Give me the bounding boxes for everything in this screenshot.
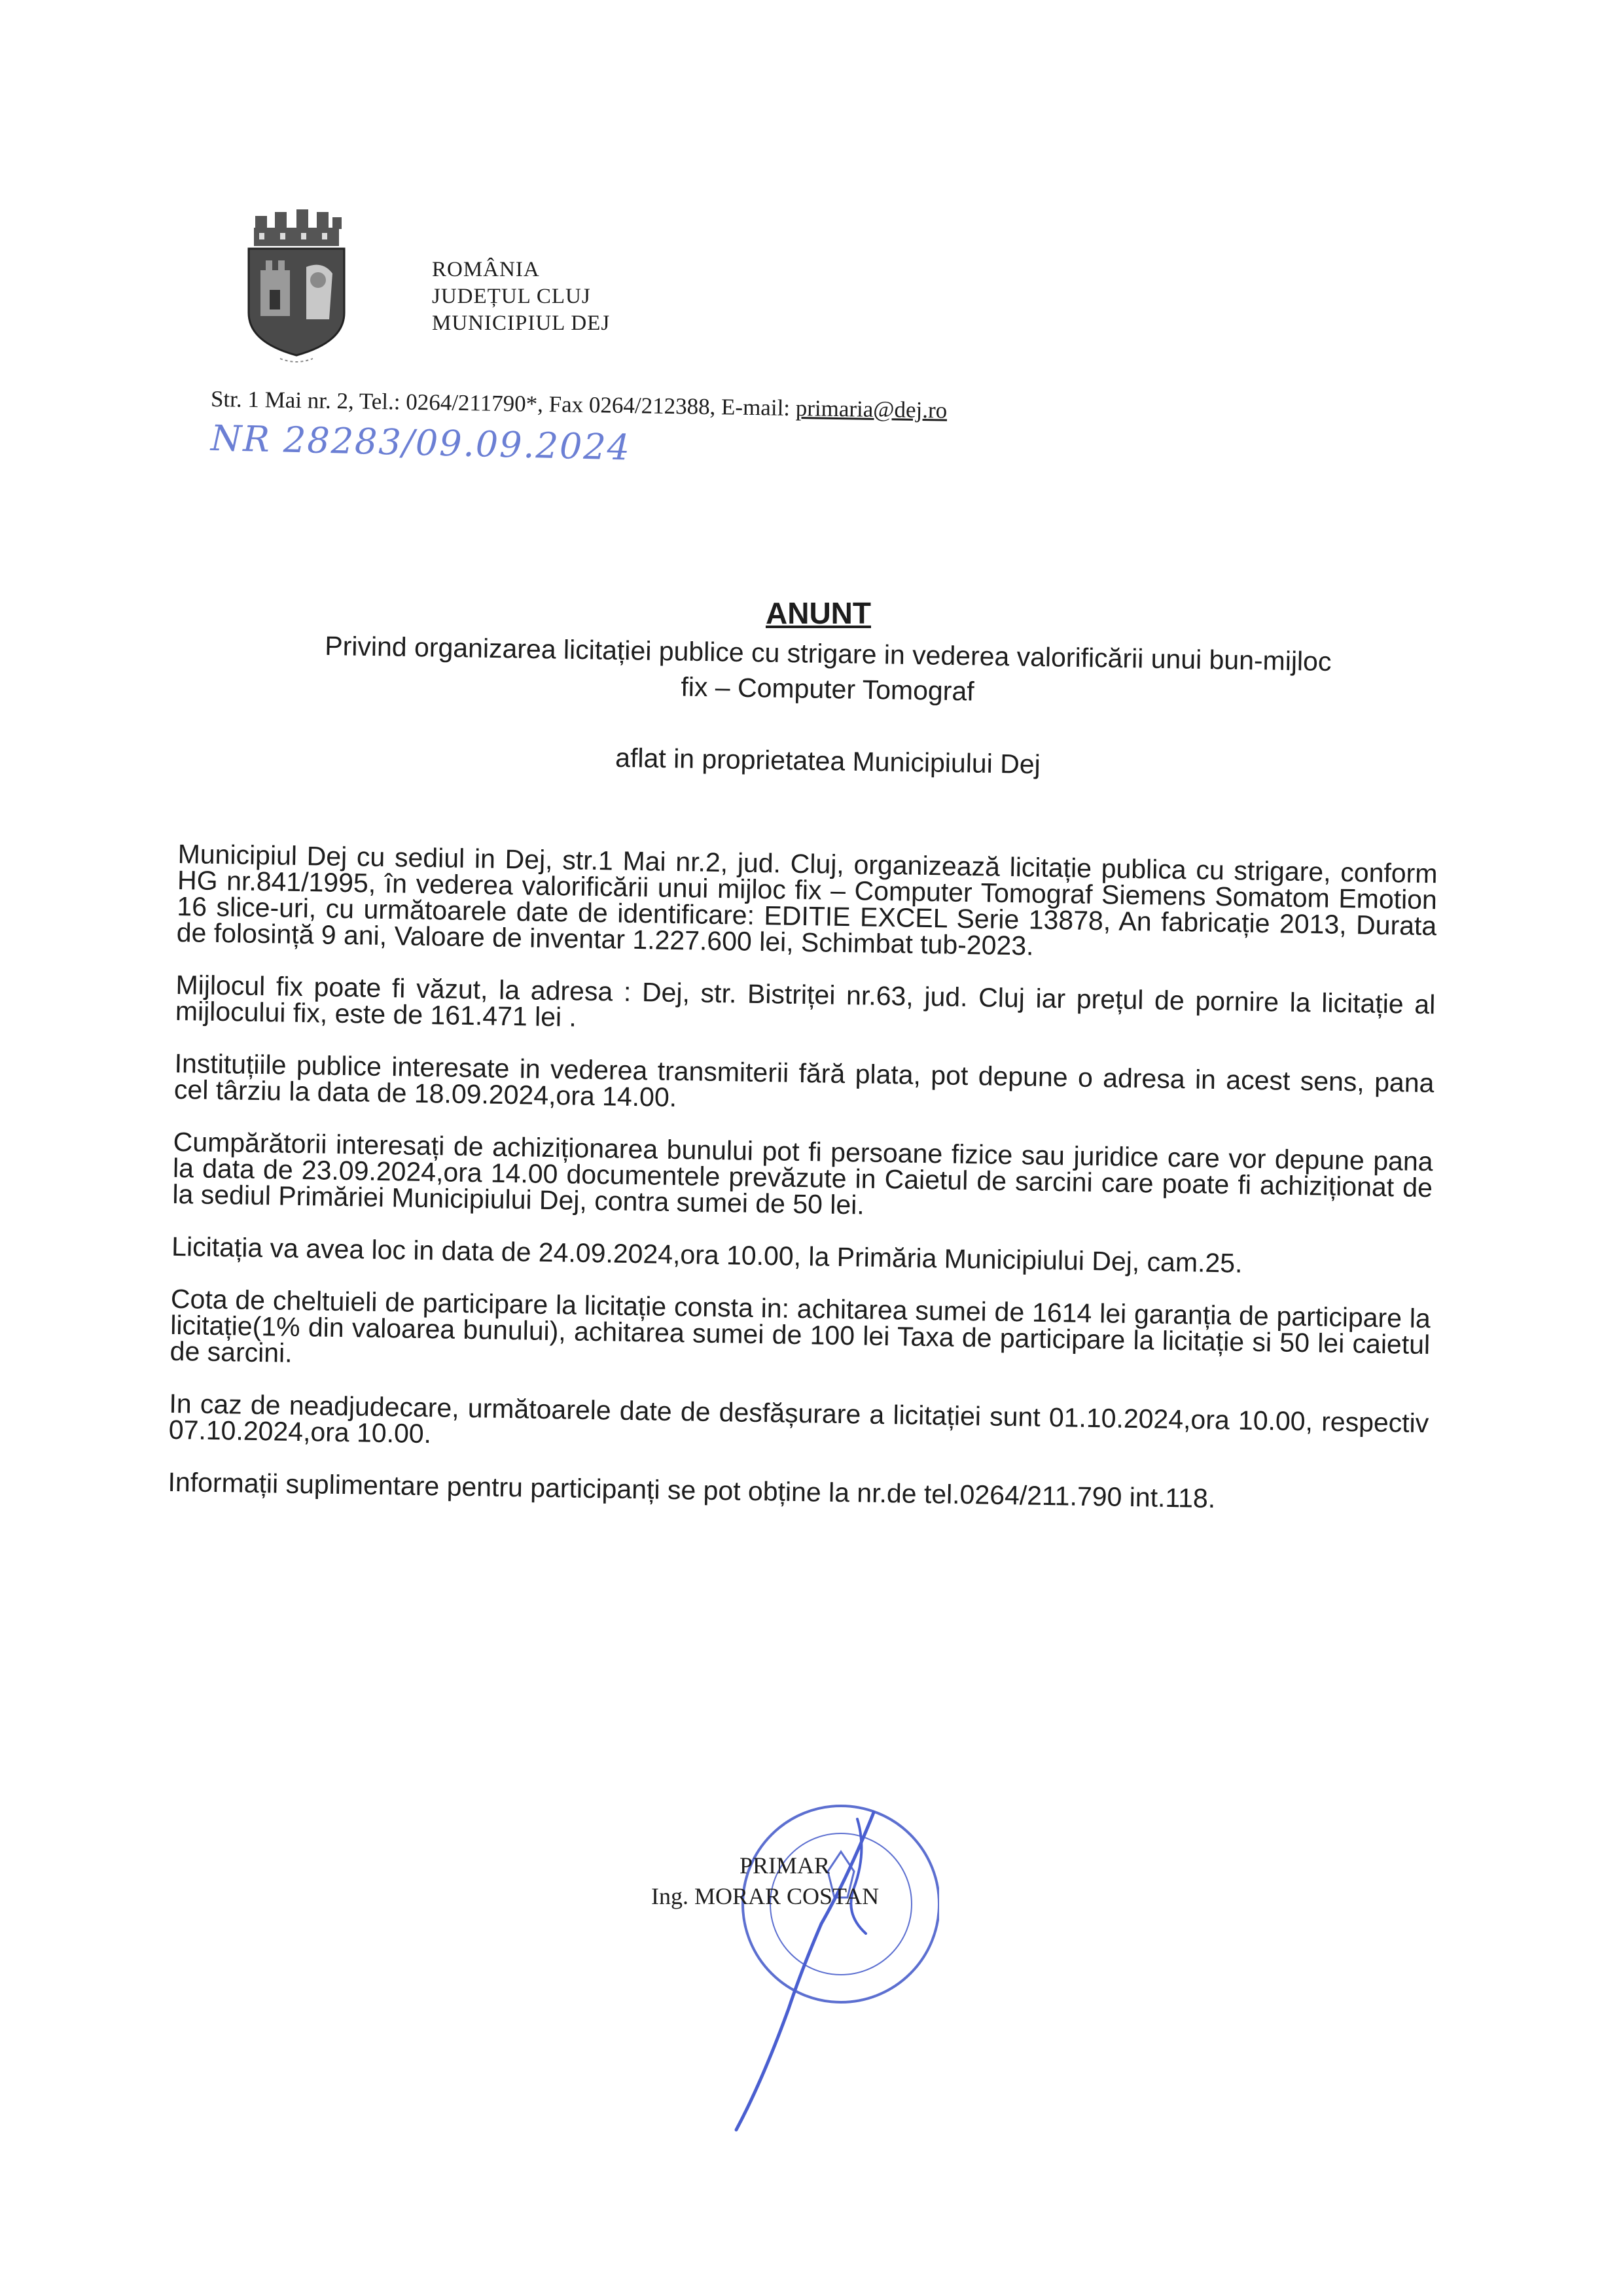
paragraph: Informații suplimentare pentru participanți se pot obține la nr.de tel.0264/211.790 int.118. [168, 1466, 1216, 1514]
paragraph: Cota de cheltuieli de participare la licitație consta in: achitarea sumei de 1614 lei garanția de participare la licitație(1% din valoarea bunului), achitarea sumei de 100 lei Taxa de participare la licitație si 50 lei caietul de sarcini. [169, 1283, 1431, 1368]
registration-number: NR 28283/09.09.2024 [210, 417, 632, 468]
signatory-role: PRIMAR [740, 1852, 830, 1879]
contact-details: Str. 1 Mai nr. 2, Tel.: 0264/211790*, Fax 0264/212388, E-mail: [210, 386, 796, 421]
paragraph: Municipiul Dej cu sediul in Dej, str.1 Mai nr.2, jud. Cluj, organizează licitație publica cu strigare, conform HG nr.841/1995, în vederea valorificării unui mijloc fix – Computer Tomograf Siemens Somatom Emotion 16 slice-uri, cu următoarele date de identificare: EDITIE EXCEL Serie 13878, An fabricație 2013, Durata de folosință 9 ani, Valoare de inventar 1.227.600 lei, Schimbat tub-2023. [176, 839, 1438, 961]
announcement-body [168, 841, 1437, 1515]
paragraph: Instituțiile publice interesate in vederea transmiterii fără plata, pot depune o adresa in acest sens, pana cel târziu la data de 18.09.2024,ora 14.00. [173, 1048, 1435, 1113]
country-name: ROMÂNIA [432, 258, 540, 281]
contact-line [211, 386, 948, 424]
document-title: ANUNT [766, 596, 871, 630]
email-link[interactable]: primaria@dej.ro [795, 395, 948, 423]
signatory-name: Ing. MORAR COSTAN [651, 1883, 880, 1909]
document-subtitle [228, 627, 1427, 716]
paragraph: Cumpărătorii interesați de achiziționarea bunului pot fi persoane fizice sau juridice care vor depune pana la data de 23.09.2024,ora 14.00 documentele prevăzute in Caietul de sarcini care poate fi achiziționat de la sediul Primăriei Municipiului Dej, contra sumei de 50 lei. [172, 1126, 1433, 1220]
paragraph: Mijlocul fix poate fi văzut, la adresa : Dej, str. Bistriței nr.63, jud. Cluj iar prețul de pornire la licitație al mijlocului fix, este de 161.471 lei . [175, 969, 1436, 1033]
subtitle-line: fix – Computer Tomograf [681, 671, 974, 707]
subtitle-line: Privind organizarea licitației publice cu strigare in vederea valorificării unui bun-mijloc [325, 630, 1332, 677]
paragraph: Licitația va avea loc in data de 24.09.2024,ora 10.00, la Primăria Municipiului Dej, cam.25. [171, 1231, 1243, 1279]
coat-of-arms-icon [241, 208, 352, 365]
paragraph: In caz de neadjudecare, următoarele date de desfășurare a licitației sunt 01.10.2024,ora 10.00, respectiv 07.10.2024,ora 10.00. [168, 1388, 1429, 1449]
subtitle-line: aflat in proprietatea Municipiului Dej [615, 742, 1041, 780]
county-name: JUDEȚUL CLUJ [432, 285, 591, 308]
municipality-name: MUNICIPIUL DEJ [432, 311, 611, 335]
institution-header [432, 256, 610, 337]
official-stamp-icon [690, 1773, 939, 2153]
